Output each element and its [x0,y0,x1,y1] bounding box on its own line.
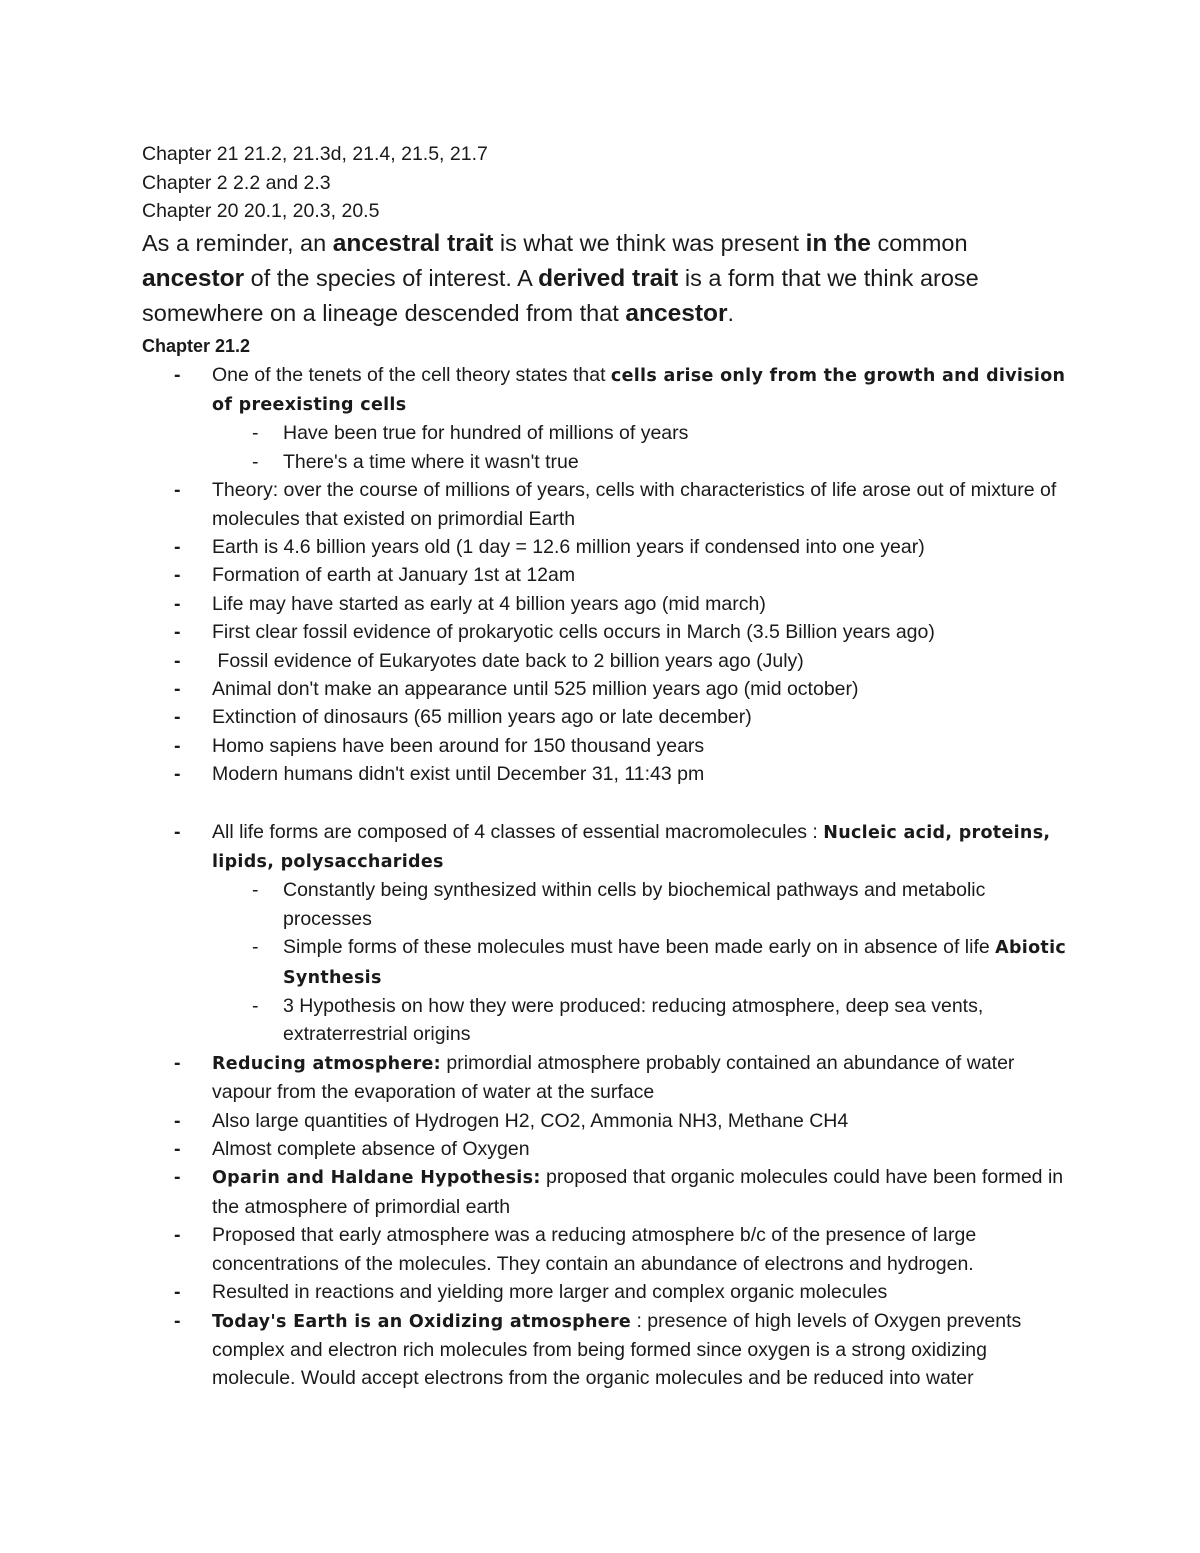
spacer [142,789,1072,818]
dash-bullet: - [174,677,181,700]
chapter-line: Chapter 20 20.1, 20.3, 20.5 [142,200,380,222]
intro-bold: ancestor [142,264,245,292]
bullet-list [142,818,1072,1393]
dash-bullet: - [174,479,181,502]
sub-list-item [212,876,1072,933]
intro-paragraph [142,226,1072,331]
item-text: Proposed that early atmosphere was a reducing atmosphere b/c of the presence of large concentrations of the molecules. They contain an abundance of electrons and hydrogen. [212,1224,977,1275]
intro-text: common [870,229,968,256]
dash-bullet: - [174,592,181,615]
dash-bullet: - [174,1109,181,1132]
item-bold: Abiotic Synthesis [283,938,1067,988]
document-page [142,140,1072,1393]
dash-bullet: - [174,621,181,644]
intro-bold: ancestral trait [332,229,494,257]
item-text: Have been true for hundred of millions of years [283,422,689,445]
list-item [142,618,1072,646]
list-item [142,703,1072,731]
item-text: Almost complete absence of Oxygen [212,1138,530,1161]
dash-bullet: - [252,995,259,1018]
list-item [142,760,1072,788]
list-item [142,1278,1072,1306]
item-text: : presence of high levels of Oxygen prevents complex and electron rich molecules from being formed since oxygen is a strong oxidizing molecule. Would accept electrons from the organic molecules and be reduced into water [212,1309,1022,1390]
sub-list-item [212,933,1072,992]
dash-bullet: - [174,564,181,587]
dash-bullet: - [174,649,181,672]
item-text: Homo sapiens have been around for 150 thousand years [212,734,705,757]
dash-bullet: - [174,706,181,729]
dash-bullet: - [174,363,181,386]
dash-bullet: - [174,1166,181,1189]
dash-bullet: - [252,450,259,473]
list-item [142,533,1072,561]
item-text: There's a time where it wasn't true [283,450,579,473]
sub-list-item [212,419,1072,447]
item-text: All life forms are composed of 4 classes of essential macromolecules : [212,820,824,843]
bullet-list [142,361,1072,789]
item-text: 3 Hypothesis on how they were produced: reducing atmosphere, deep sea vents, extraterrestrial origins [283,995,984,1046]
item-text: Earth is 4.6 billion years old (1 day = 12.6 million years if condensed into one year) [212,535,925,558]
dash-bullet: - [174,535,181,558]
list-item [142,647,1072,675]
list-item [142,675,1072,703]
intro-text: is a form that we think arose somewhere on a lineage descended from that [142,264,979,326]
item-text: Theory: over the course of millions of years, cells with characteristics of life arose out of mixture of molecules that existed on primordial Earth [212,479,1057,530]
item-text: Fossil evidence of Eukaryotes date back to 2 billion years ago (July) [212,649,804,672]
dash-bullet: - [174,734,181,757]
list-item [142,1135,1072,1163]
list-item [142,476,1072,533]
dash-bullet: - [174,1138,181,1161]
item-bold: Today's Earth is an Oxidizing atmosphere [212,1311,632,1332]
list-item [142,361,1072,477]
item-bold: Nucleic acid, proteins, lipids, polysaccharides [212,822,1051,872]
item-text: First clear fossil evidence of prokaryotic cells occurs in March (3.5 Billion years ago) [212,621,935,644]
dash-bullet: - [174,1281,181,1304]
item-text: Also large quantities of Hydrogen H2, CO2, Ammonia NH3, Methane CH4 [212,1109,849,1132]
list-item [142,561,1072,589]
sub-list [212,419,1072,476]
sub-list-item [212,448,1072,476]
item-text: primordial atmosphere probably contained an abundance of water vapour from the evaporation of water at the surface [212,1051,1015,1104]
intro-bold: in the [805,229,871,257]
intro-text: . [727,299,735,326]
item-text: Resulted in reactions and yielding more larger and complex organic molecules [212,1281,888,1304]
dash-bullet: - [174,1051,181,1074]
chapter-line: Chapter 21 21.2, 21.3d, 21.4, 21.5, 21.7 [142,143,488,165]
dash-bullet: - [252,936,259,959]
intro-text: is what we think was present [493,229,806,256]
intro-bold: ancestor [625,299,728,327]
dash-bullet: - [174,763,181,786]
item-text: proposed that organic molecules could have been formed in the atmosphere of primordial earth [212,1166,1064,1218]
item-text: Life may have started as early at 4 billion years ago (mid march) [212,592,766,615]
dash-bullet: - [252,422,259,445]
section-heading: Chapter 21.2 [142,335,251,356]
dash-bullet: - [252,879,259,902]
sub-list [212,876,1072,1048]
intro-bold: derived trait [538,264,679,292]
sub-list-item [212,992,1072,1049]
item-text: Formation of earth at January 1st at 12am [212,564,576,587]
item-text: One of the tenets of the cell theory states that [212,363,611,386]
dash-bullet: - [174,820,181,843]
item-text: Constantly being synthesized within cells by biochemical pathways and metabolic processes [283,879,986,930]
item-bold: Reducing atmosphere: [212,1053,441,1074]
list-item [142,818,1072,1049]
list-item [142,1049,1072,1107]
list-item [142,1307,1072,1393]
item-text: Modern humans didn't exist until December 31, 11:43 pm [212,763,705,786]
item-text: Extinction of dinosaurs (65 million years ago or late december) [212,706,752,729]
list-item [142,590,1072,618]
dash-bullet: - [174,1309,181,1332]
item-text: Simple forms of these molecules must have been made early on in absence of life [283,936,996,959]
list-item [142,732,1072,760]
intro-text: of the species of interest. A [244,264,539,291]
list-item [142,1221,1072,1278]
intro-text: As a reminder, an [142,229,333,256]
item-bold: cells arise only from the growth and division of preexisting cells [212,365,1066,415]
list-item [142,1107,1072,1135]
item-text: Animal don't make an appearance until 525 million years ago (mid october) [212,677,859,700]
chapter-line: Chapter 2 2.2 and 2.3 [142,171,331,194]
item-bold: Oparin and Haldane Hypothesis: [212,1168,541,1189]
dash-bullet: - [174,1224,181,1247]
list-item [142,1163,1072,1221]
